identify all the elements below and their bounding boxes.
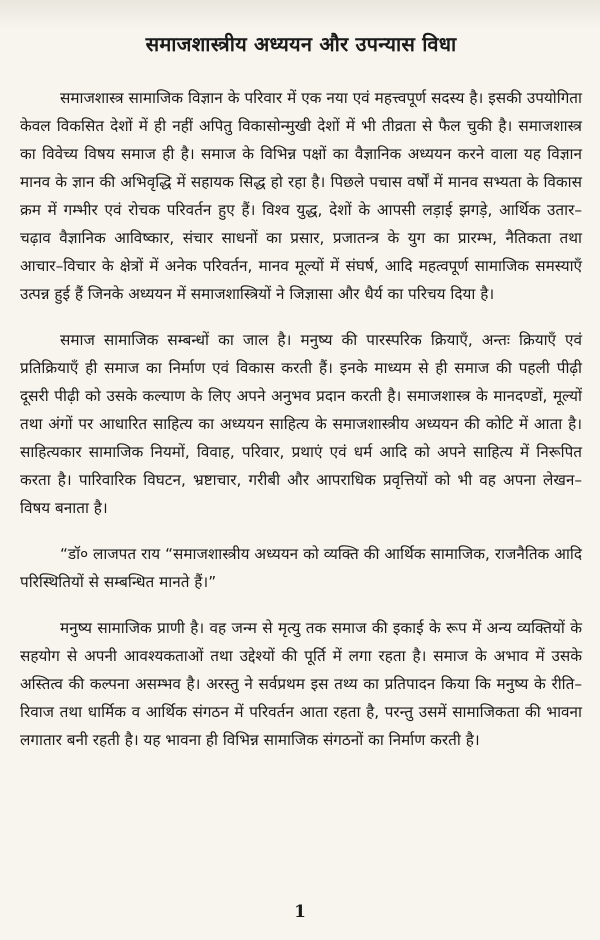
quotation-lajpat-rai: “डॉ० लाजपत राय “समाजशास्त्रीय अध्ययन को व्यक्ति की आर्थिक सामाजिक, राजनैतिक आदि परिस्थितियों से सम्बन्धित मानते हैं।” [20,545,582,591]
paragraph-intro: समाजशास्त्र सामाजिक विज्ञान के परिवार में एक नया एवं महत्त्वपूर्ण सदस्य है। इसकी उपयोगिता केवल विकसित देशों में ही नहीं अपितु विकासोन्मुखी देशों में भी तीव्रता से फैल चुकी है। समाजशास्त्र का विवेच्य विषय समाज ही है। समाज के विभिन्न पक्षों का वैज्ञानिक अध्ययन करने वाला यह विज्ञान मानव के ज्ञान की अभिवृद्धि में सहायक सिद्ध हो रहा है। पिछले पचास वर्षों में मानव सभ्यता के विकास क्रम में गम्भीर एवं रोचक परिवर्तन हुए हैं। विश्व युद्ध, देशों के आपसी लड़ाई झगड़े, आर्थिक उतार–चढ़ाव वैज्ञानिक आविष्कार, संचार साधनों का प्रसार, प्रजातन्त्र के युग का प्रारम्भ, नैतिकता तथा आचार–विचार के क्षेत्रों में अनेक परिवर्तन, मानव मूल्यों में संघर्ष, आदि महत्वपूर्ण सामाजिक समस्याएँ उत्पन्न हुई हैं जिनके अध्ययन में समाजशास्त्रियों ने जिज्ञासा और धैर्य का परिचय दिया है। [20,89,582,303]
chapter-title: समाजशास्त्रीय अध्ययन और उपन्यास विधा [145,32,457,56]
page-number: 1 [294,902,306,922]
paragraph-social-being: मनुष्य सामाजिक प्राणी है। वह जन्म से मृत्यु तक समाज की इकाई के रूप में अन्य व्यक्तियों के सहयोग से अपनी आवश्यकताओं तथा उद्देश्यों की पूर्ति में लगा रहता है। समाज के अभाव में उसके अस्तित्व की कल्पना असम्भव है। अरस्तु ने सर्वप्रथम इस तथ्य का प्रतिपादन किया कि मनुष्य के रीति–रिवाज तथा धार्मिक व आर्थिक संगठन में परिवर्तन आता रहता है, परन्तु उसमें सामाजिकता की भावना लगातार बनी रहती है। यह भावना ही विभिन्न सामाजिक संगठनों का निर्माण करती है। [20,619,582,749]
previous-page-bleed [0,0,600,30]
paragraph-social-relations: समाज सामाजिक सम्बन्धों का जाल है। मनुष्य की पारस्परिक क्रियाएँ, अन्तः क्रियाएँ एवं प्रतिक्रियाएँ ही समाज का निर्माण एवं विकास करती हैं। इनके माध्यम से ही समाज की पहली पीढ़ी दूसरी पीढ़ी को उसके कल्याण के लिए अपने अनुभव प्रदान करती है। समाजशास्त्र के मानदण्डों, मूल्यों तथा अंगों पर आधारित साहित्य का अध्ययन साहित्य के समाजशास्त्रीय अध्ययन की कोटि में आता है। साहित्यकार सामाजिक नियमों, विवाह, परिवार, प्रथाएं एवं धर्म आदि को अपने साहित्य में निरूपित करता है। पारिवारिक विघटन, भ्रष्टाचार, गरीबी और आपराधिक प्रवृत्तियों को भी वह अपना लेखन–विषय बनाता है। [20,331,582,517]
